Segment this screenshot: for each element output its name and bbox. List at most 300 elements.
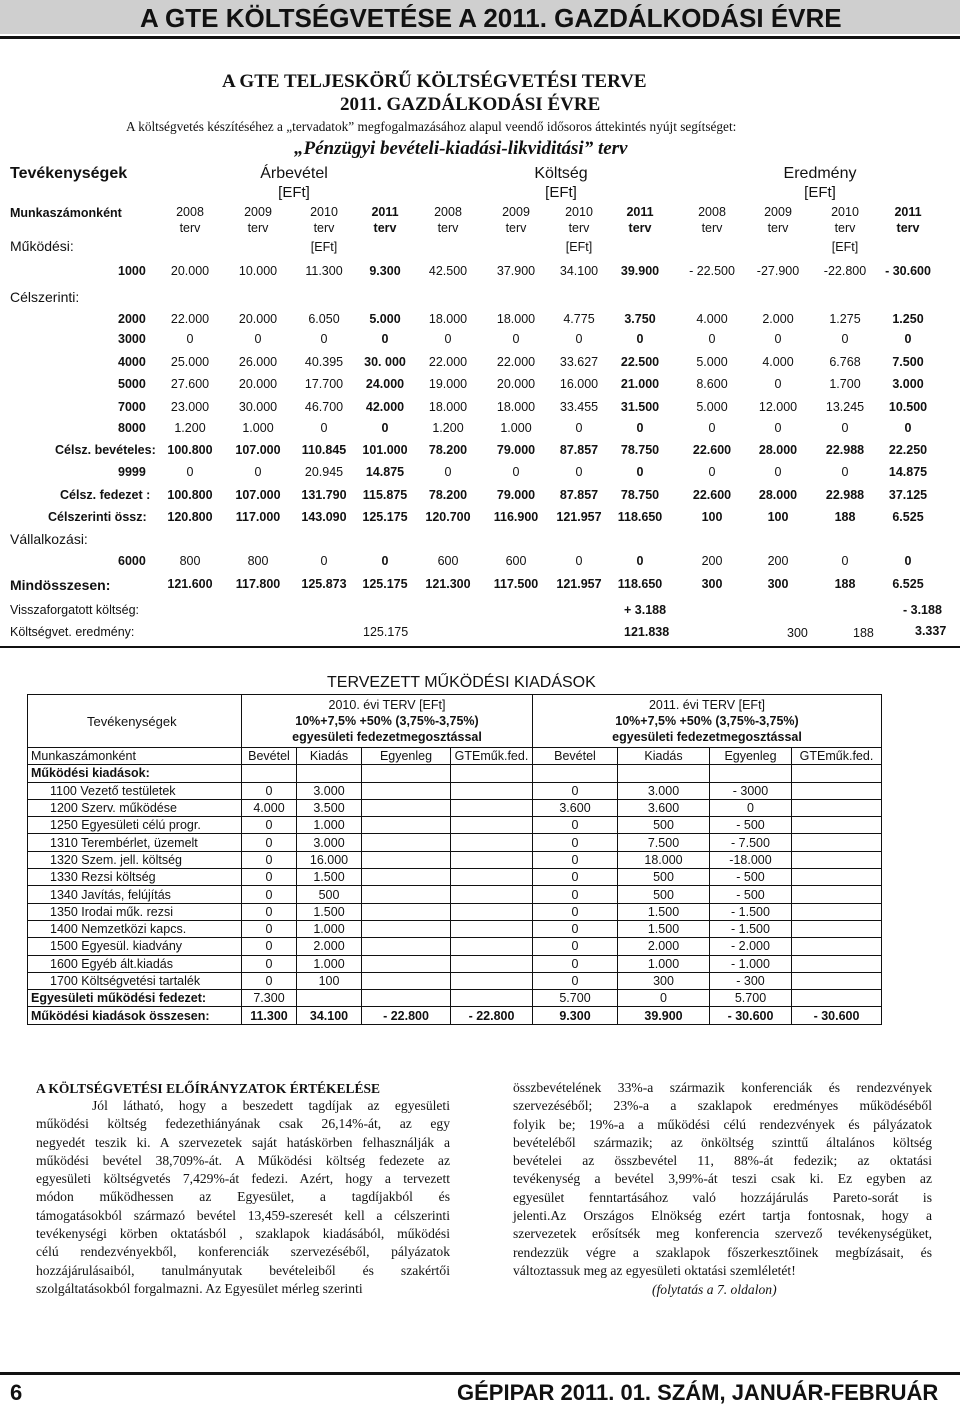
row-label: 7000 <box>118 400 146 414</box>
paragraph-line: szolgáltatásokból forgalmazni. Az Egyesület mérleg szerinti <box>36 1280 363 1296</box>
opex-coverage-value <box>362 990 451 1007</box>
year-2-2: 2010 <box>831 205 859 219</box>
opex-item-value <box>362 938 451 955</box>
row-label: Mindösszesen: <box>10 577 111 593</box>
opex-coverage-row <box>28 990 882 1007</box>
cell-value: 0 <box>774 332 782 346</box>
opex-item-value <box>451 886 533 903</box>
opex-item-value <box>792 903 882 920</box>
cell-value: 31.500 <box>620 400 660 414</box>
row-label: 3000 <box>118 332 146 346</box>
year-1-0: 2008 <box>434 205 462 219</box>
cell-value: 0 <box>841 465 849 479</box>
opex-plan-2011-header <box>533 695 882 748</box>
cell-value: 18.000 <box>428 312 468 326</box>
opex-col-header-1: Kiadás <box>297 748 362 765</box>
cell-value: 0 <box>320 554 328 568</box>
evaluation-left-column <box>36 1097 450 1298</box>
activities-label: Tevékenységek <box>10 165 128 182</box>
cell-value: 6.768 <box>829 355 861 369</box>
paragraph-line: egyesületi költségvetés 7,429%-át fedezi. Azért, hogy a tervezett <box>36 1171 450 1187</box>
opex-item-value <box>451 938 533 955</box>
opex-item-value: 1.500 <box>297 903 362 920</box>
continued-note: (folytatás a 7. oldalon) <box>652 1282 777 1297</box>
cell-value: 13.245 <box>825 400 865 414</box>
cell-value: 120.800 <box>167 510 213 524</box>
opex-item-value: - 300 <box>710 972 792 989</box>
cell-value: 12.000 <box>758 400 798 414</box>
cell-value: 143.090 <box>301 510 347 524</box>
opex-item-name: 1200 Szerv. működése <box>28 799 242 816</box>
opex-activities-label: Tevékenységek <box>87 713 177 729</box>
opex-coverage-value <box>792 990 882 1007</box>
year-1-1: 2009 <box>502 205 530 219</box>
opex-item-value: 0 <box>242 920 297 937</box>
group-name-0: Árbevétel <box>260 165 328 182</box>
opex-item-value: 1.500 <box>618 920 710 937</box>
cell-value: 14.875 <box>888 465 928 479</box>
row-label: Vállalkozási: <box>10 531 88 547</box>
opex-item-value <box>451 972 533 989</box>
opex-item-name: 1350 Irodai műk. rezsi <box>28 903 242 920</box>
cell-value: 46.700 <box>304 400 344 414</box>
cell-value: 22.500 <box>620 355 660 369</box>
cell-value: 0 <box>904 332 912 346</box>
cell-value: 101.000 <box>362 443 408 457</box>
cell-value: 30.000 <box>238 400 278 414</box>
opex-total-value: 9.300 <box>533 1007 618 1024</box>
cell-value: 78.200 <box>428 488 468 502</box>
opex-item-value <box>451 782 533 799</box>
opex-item-value: 3.000 <box>297 782 362 799</box>
cell-value: 0 <box>774 421 782 435</box>
cell-value: 0 <box>636 421 644 435</box>
opex-item-value: - 500 <box>710 817 792 834</box>
opex-item-value: 500 <box>618 817 710 834</box>
evaluation-title: A KÖLTSÉGVETÉSI ELŐÍRÁNYZATOK ÉRTÉKELÉSE <box>36 1081 381 1096</box>
cell-value: 0 <box>575 421 583 435</box>
budget-result-label: Költségvet. eredmény: <box>10 625 135 639</box>
cell-value: 0 <box>708 332 716 346</box>
paragraph-line: működési bevétel 38,709%-át. A Működési költség fedezete az <box>36 1152 450 1168</box>
opex-item-value <box>792 817 882 834</box>
opex-item-name: 1600 Egyéb ált.kiadás <box>28 955 242 972</box>
budget-result-revenue: 125.175 <box>363 625 409 639</box>
opex-col-label: Munkaszámonként <box>28 748 242 765</box>
cell-value: 800 <box>179 554 201 568</box>
cell-value: 0 <box>444 332 452 346</box>
opex-total-value: - 22.800 <box>451 1007 533 1024</box>
cell-value: 3.000 <box>892 377 924 391</box>
opex-item-value: 3.600 <box>533 799 618 816</box>
opex-item-value <box>451 851 533 868</box>
opex-item-name: 1100 Vezető testületek <box>28 782 242 799</box>
cell-value: 0 <box>575 554 583 568</box>
opex-item-value <box>362 903 451 920</box>
cell-value: 107.000 <box>235 443 281 457</box>
cell-value: 5.000 <box>369 312 401 326</box>
plan-2011-rate: 10%+7,5% +50% (3,75%-3,75%) <box>615 714 799 728</box>
opex-item-value <box>362 817 451 834</box>
cell-value: 0 <box>708 465 716 479</box>
year-2-1: 2009 <box>764 205 792 219</box>
cell-value: 120.700 <box>425 510 471 524</box>
opex-item-value <box>362 851 451 868</box>
opex-item-row <box>28 851 882 868</box>
cell-value: 87.857 <box>559 443 599 457</box>
opex-item-value: 500 <box>618 869 710 886</box>
opex-item-value <box>451 955 533 972</box>
cell-value: 125.175 <box>362 577 408 591</box>
cell-value: 121.300 <box>425 577 471 591</box>
opex-item-value <box>362 799 451 816</box>
opex-item-value <box>451 920 533 937</box>
cell-value: 0 <box>904 421 912 435</box>
cell-value: 16.000 <box>559 377 599 391</box>
opex-coverage-value <box>451 990 533 1007</box>
cell-value: 7.500 <box>892 355 924 369</box>
opex-coverage-value: 5.700 <box>710 990 792 1007</box>
group-name-2: Eredmény <box>783 165 857 182</box>
cell-value: 0 <box>636 332 644 346</box>
footer-rule <box>0 1372 960 1375</box>
cell-value: 22.988 <box>825 443 865 457</box>
cell-value: 200 <box>767 554 789 568</box>
cell-value: 19.000 <box>428 377 468 391</box>
cell-value: 1.000 <box>242 421 274 435</box>
opex-item-value <box>792 886 882 903</box>
plan-word-2-0: terv <box>701 221 723 235</box>
opex-total-value: 39.900 <box>618 1007 710 1024</box>
opex-item-value <box>451 834 533 851</box>
opex-item-value: 0 <box>533 938 618 955</box>
cell-value: 22.000 <box>170 312 210 326</box>
opex-item-value: 0 <box>533 886 618 903</box>
opex-item-value: 3.500 <box>297 799 362 816</box>
cell-value: 1.700 <box>829 377 861 391</box>
opex-col-header-4: Bevétel <box>533 748 618 765</box>
opex-total-value: - 22.800 <box>362 1007 451 1024</box>
cell-value: 22.250 <box>888 443 928 457</box>
year-1-2: 2010 <box>565 205 593 219</box>
cell-value: 0 <box>774 465 782 479</box>
page-number: 6 <box>10 1380 23 1405</box>
cell-value: 600 <box>505 554 527 568</box>
opex-item-value: - 1.000 <box>710 955 792 972</box>
cell-value: 4.000 <box>696 312 728 326</box>
opex-table <box>27 694 882 1025</box>
opex-item-name: 1340 Javítás, felújítás <box>28 886 242 903</box>
cell-value: 6.525 <box>892 510 924 524</box>
opex-item-row <box>28 834 882 851</box>
plan-2010-title: 2010. évi TERV [EFt] <box>328 698 446 712</box>
opex-item-value <box>792 869 882 886</box>
opex-item-value: - 1.500 <box>710 903 792 920</box>
opex-item-value <box>792 851 882 868</box>
plan-word-2-2: terv <box>834 221 856 235</box>
paragraph-line: célú rendezvényekből, konferenciák szervezéséből, pályázatok <box>36 1244 450 1260</box>
paragraph-line: összbevételének 33%-a származik konferenciák és rendezvények <box>513 1080 932 1095</box>
paragraph-line: változtassuk meg az egyesületi oktatási szemléletét! <box>513 1262 796 1278</box>
cell-value: 0 <box>320 332 328 346</box>
cell-value: 37.125 <box>888 488 928 502</box>
page-title: A GTE KÖLTSÉGVETÉSE A 2011. GAZDÁLKODÁSI ÉVRE <box>140 3 842 33</box>
plan-word-1-2: terv <box>568 221 590 235</box>
row-label: 1000 <box>118 264 146 278</box>
opex-item-value: 0 <box>242 834 297 851</box>
opex-item-row <box>28 799 882 816</box>
plan-word-2-3: terv <box>896 221 920 235</box>
cell-value: 21.000 <box>620 377 660 391</box>
budget-result-2010: 188 <box>853 626 874 640</box>
group-unit-1: [EFt] <box>545 184 577 201</box>
row-label: 4000 <box>118 355 146 369</box>
plan-2011-title: 2011. évi TERV [EFt] <box>648 698 766 712</box>
opex-item-value: 7.500 <box>618 834 710 851</box>
cell-value: 14.875 <box>365 465 405 479</box>
opex-col-header-2: Egyenleg <box>362 748 451 765</box>
plan-2010-note: egyesületi fedezetmegosztással <box>292 730 482 744</box>
cell-value: 0 <box>381 332 389 346</box>
opex-item-value: 0 <box>533 972 618 989</box>
cell-value: 18.000 <box>428 400 468 414</box>
unit-row-1: [EFt] <box>565 240 593 254</box>
opex-item-value <box>792 955 882 972</box>
opex-coverage-value <box>297 990 362 1007</box>
plan-word-0-1: terv <box>247 221 269 235</box>
opex-item-name: 1250 Egyesületi célú progr. <box>28 817 242 834</box>
opex-item-value: - 500 <box>710 886 792 903</box>
opex-item-value: 0 <box>710 799 792 816</box>
opex-item-value <box>792 799 882 816</box>
plan-word-1-0: terv <box>437 221 459 235</box>
cell-value: 22.600 <box>692 443 732 457</box>
cell-value: 188 <box>834 510 856 524</box>
cell-value: 20.000 <box>496 377 536 391</box>
cell-value: 4.775 <box>563 312 595 326</box>
row-label: Célszerinti össz: <box>48 510 147 524</box>
opex-section-row <box>28 765 882 782</box>
cell-value: 37.900 <box>496 264 536 278</box>
cell-value: 79.000 <box>496 488 536 502</box>
cell-value: 118.650 <box>617 510 663 524</box>
cell-value: 87.857 <box>559 488 599 502</box>
opex-item-row <box>28 903 882 920</box>
opex-item-value: 0 <box>533 955 618 972</box>
cell-value: 22.000 <box>496 355 536 369</box>
cell-value: 20.945 <box>304 465 344 479</box>
cell-value: 100.800 <box>167 443 213 457</box>
budget-subtitle: „Pénzügyi bevételi-kiadási-likviditási” terv <box>294 138 628 159</box>
opex-activities-cell <box>28 695 242 748</box>
cell-value: 78.750 <box>620 443 660 457</box>
paragraph-line: rendezzük végre a szaklapok főszerkesztőinek megbízásait, és <box>513 1244 932 1260</box>
opex-total-value: 11.300 <box>242 1007 297 1024</box>
budget-heading-2: 2011. GAZDÁLKODÁSI ÉVRE <box>340 94 601 115</box>
cell-value: 28.000 <box>758 488 798 502</box>
year-0-2: 2010 <box>310 205 338 219</box>
opex-item-value: 3.000 <box>618 782 710 799</box>
opex-item-value: 0 <box>533 920 618 937</box>
opex-item-value: 0 <box>242 782 297 799</box>
cell-value: 6.525 <box>892 577 924 591</box>
opex-total-value: - 30.600 <box>792 1007 882 1024</box>
opex-item-value: 1.500 <box>618 903 710 920</box>
section-divider <box>0 646 960 648</box>
opex-item-value: 0 <box>533 851 618 868</box>
cell-value: 0 <box>186 332 194 346</box>
cell-value: 300 <box>701 577 723 591</box>
cell-value: 26.000 <box>238 355 278 369</box>
cell-value: 4.000 <box>762 355 794 369</box>
opex-item-value <box>792 782 882 799</box>
budget-result-cost: 121.838 <box>624 625 670 639</box>
opex-item-row <box>28 955 882 972</box>
year-2-0: 2008 <box>698 205 726 219</box>
cell-value: 40.395 <box>304 355 344 369</box>
opex-col-header-5: Kiadás <box>618 748 710 765</box>
budget-intro: A költségvetés készítéséhez a „tervadatok” megfogalmazásához alapul veendő idősoros áttekintés nyújt segítséget: <box>126 119 737 134</box>
row-label: Munkaszámonként <box>10 206 122 220</box>
opex-item-value: 1.000 <box>297 817 362 834</box>
opex-item-value <box>362 955 451 972</box>
paragraph-line: támogatásokból származó bevétel 13,459-szeresét kell a célszerinti <box>36 1207 450 1223</box>
recycled-cost-value: + 3.188 <box>624 603 667 617</box>
cell-value: 22.988 <box>825 488 865 502</box>
cell-value: 25.000 <box>170 355 210 369</box>
paragraph-line: tevékenység a bevétel 3,99%-át teszi csak ki. Ez egyben az <box>513 1171 932 1187</box>
cell-value: 18.000 <box>496 312 536 326</box>
cell-value: 78.200 <box>428 443 468 457</box>
cell-value: 0 <box>904 554 912 568</box>
cell-value: 10.000 <box>238 264 278 278</box>
cell-value: 1.000 <box>500 421 532 435</box>
year-0-1: 2009 <box>244 205 272 219</box>
cell-value: 0 <box>381 554 389 568</box>
cell-value: 78.750 <box>620 488 660 502</box>
opex-item-value <box>362 869 451 886</box>
opex-total-value: 34.100 <box>297 1007 362 1024</box>
cell-value: 0 <box>575 465 583 479</box>
cell-value: 107.000 <box>235 488 281 502</box>
row-label: 6000 <box>118 554 146 568</box>
cell-value: 22.000 <box>428 355 468 369</box>
cell-value: 22.600 <box>692 488 732 502</box>
cell-value: 28.000 <box>758 443 798 457</box>
opex-item-value: 0 <box>533 834 618 851</box>
opex-item-value <box>792 920 882 937</box>
opex-item-name: 1330 Rezsi költség <box>28 869 242 886</box>
cell-value: 20.000 <box>238 312 278 326</box>
opex-item-row <box>28 972 882 989</box>
group-unit-0: [EFt] <box>278 184 310 201</box>
plan-2010-rate: 10%+7,5% +50% (3,75%-3,75%) <box>295 714 479 728</box>
year-0-0: 2008 <box>176 205 204 219</box>
row-label: Célsz. fedezet : <box>60 488 151 502</box>
cell-value: 116.900 <box>493 510 539 524</box>
paragraph-line: működési költség fedezethiányának csak 26,14%-át, az egy <box>36 1116 450 1132</box>
cell-value: 0 <box>841 332 849 346</box>
budget-result-2011: 3.337 <box>915 624 947 638</box>
budget-heading-1: A GTE TELJESKÖRŰ KÖLTSÉGVETÉSI TERVE <box>222 71 647 92</box>
cell-value: 1.200 <box>174 421 206 435</box>
cell-value: 0 <box>254 332 262 346</box>
opex-item-row <box>28 920 882 937</box>
opex-item-value: 500 <box>618 886 710 903</box>
opex-item-value: - 7.500 <box>710 834 792 851</box>
opex-item-value: 300 <box>618 972 710 989</box>
opex-item-value <box>792 834 882 851</box>
cell-value: 117.800 <box>235 577 281 591</box>
group-name-1: Költség <box>534 165 588 182</box>
opex-item-value: -18.000 <box>710 851 792 868</box>
year-0-3: 2011 <box>371 205 399 219</box>
cell-value: -27.900 <box>756 264 800 278</box>
opex-total-value: - 30.600 <box>710 1007 792 1024</box>
cell-value: 20.000 <box>238 377 278 391</box>
opex-section-label: Működési kiadások: <box>28 765 242 782</box>
opex-item-value: 1.000 <box>297 955 362 972</box>
year-1-3: 2011 <box>626 205 654 219</box>
plan-word-1-1: terv <box>505 221 527 235</box>
cell-value: -22.800 <box>823 264 867 278</box>
cell-value: - 22.500 <box>689 264 735 278</box>
opex-item-value: 0 <box>242 938 297 955</box>
cell-value: 33.455 <box>559 400 599 414</box>
opex-item-name: 1700 Költségvetési tartalék <box>28 972 242 989</box>
opex-item-value: 16.000 <box>297 851 362 868</box>
opex-coverage-value: 0 <box>618 990 710 1007</box>
opex-title: TERVEZETT MŰKÖDÉSI KIADÁSOK <box>327 674 596 691</box>
cell-value: 33.627 <box>559 355 599 369</box>
group-unit-2: [EFt] <box>804 184 836 201</box>
cell-value: 5.000 <box>696 400 728 414</box>
opex-item-value: 0 <box>242 817 297 834</box>
paragraph-line: jelenti.Az Országos Elnökség ezért tartja fontosnak, hogy a <box>513 1208 932 1224</box>
row-label: 8000 <box>118 421 146 435</box>
year-2-3: 2011 <box>894 205 922 219</box>
cell-value: 100 <box>767 510 789 524</box>
paragraph-line: hozzájárulásaiból, tanulmányutak bevételeiből és szakértői <box>36 1262 450 1278</box>
cell-value: 121.600 <box>167 577 213 591</box>
cell-value: 42.500 <box>428 264 468 278</box>
opex-item-value <box>362 782 451 799</box>
cell-value: 800 <box>247 554 269 568</box>
opex-item-value: 0 <box>533 782 618 799</box>
cell-value: 3.750 <box>624 312 656 326</box>
cell-value: 115.875 <box>362 488 408 502</box>
recycled-result-value: - 3.188 <box>903 603 942 617</box>
cell-value: 0 <box>320 421 328 435</box>
opex-item-value: 0 <box>242 972 297 989</box>
cell-value: 1.200 <box>432 421 464 435</box>
cell-value: 0 <box>512 465 520 479</box>
recycled-cost-label: Visszaforgatott költség: <box>10 603 140 617</box>
cell-value: 100.800 <box>167 488 213 502</box>
plan-word-0-0: terv <box>179 221 201 235</box>
cell-value: 118.650 <box>617 577 663 591</box>
cell-value: 0 <box>636 465 644 479</box>
opex-item-value <box>362 920 451 937</box>
budget-result-2009: 300 <box>787 626 808 640</box>
opex-item-value: 4.000 <box>242 799 297 816</box>
cell-value: 24.000 <box>365 377 405 391</box>
cell-value: 10.500 <box>888 400 928 414</box>
cell-value: 0 <box>636 554 644 568</box>
opex-coverage-value: 7.300 <box>242 990 297 1007</box>
opex-item-row <box>28 782 882 799</box>
cell-value: 18.000 <box>496 400 536 414</box>
